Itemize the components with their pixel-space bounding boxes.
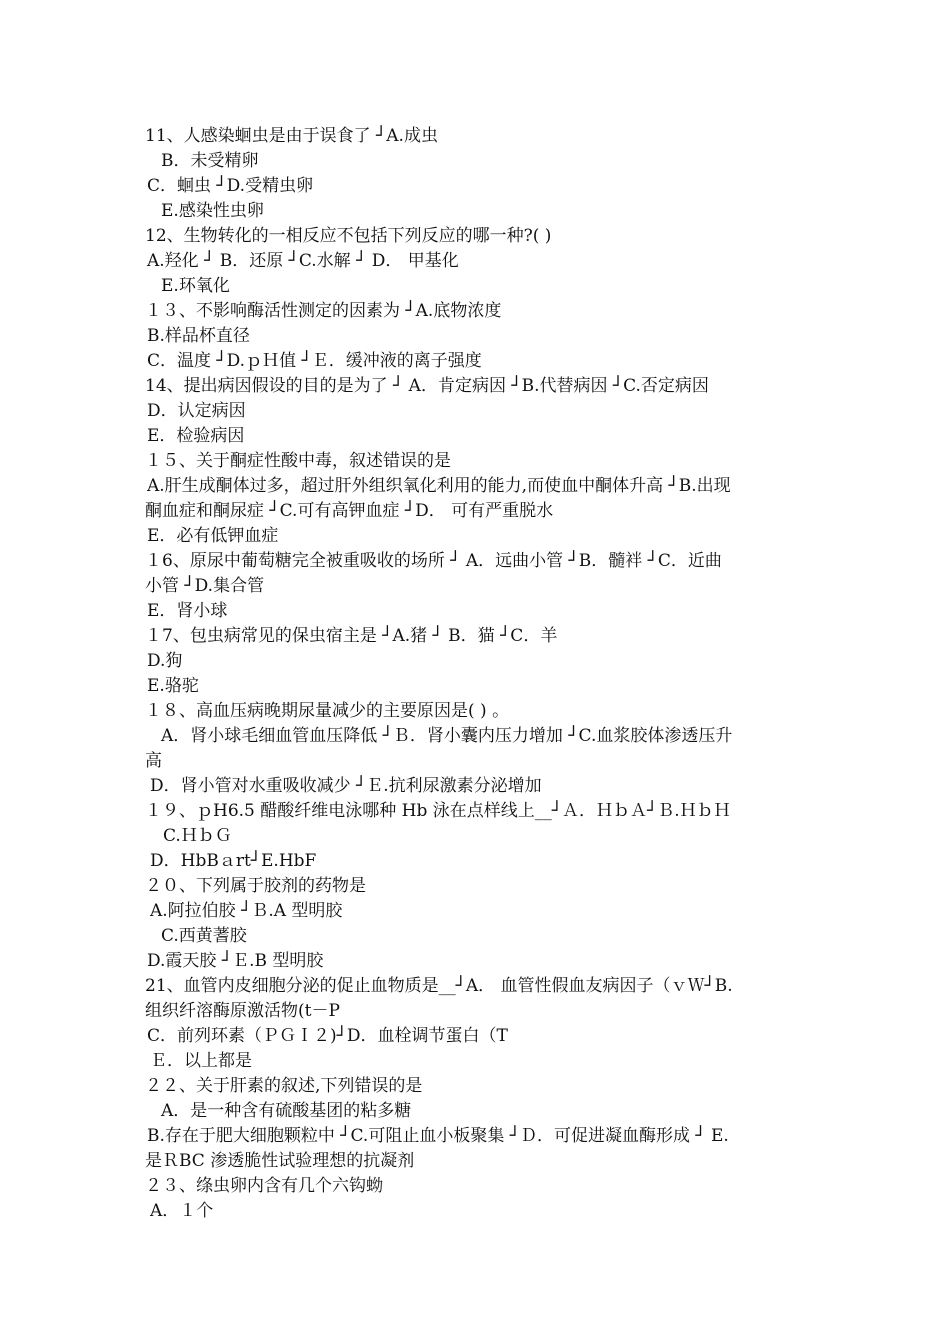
exam-questions-text (145, 124, 810, 1224)
text-line: 14、提出病因假设的目的是为了 ┘ A．肯定病因 ┘B.代替病因 ┘C.否定病因 (145, 376, 709, 396)
text-line: C.西黄蓍胶 (161, 926, 247, 946)
text-line: A．是一种含有硫酸基团的粘多糖 (161, 1101, 412, 1121)
text-line: D．认定病因 (147, 401, 246, 421)
text-line: C．蛔虫 ┘D.受精虫卵 (147, 176, 314, 196)
text-line: １８、高血压病晚期尿量减少的主要原因是( ) 。 (145, 701, 510, 721)
text-line: Ｅ．以上都是 (150, 1051, 252, 1071)
text-line: １6、原尿中葡萄糖完全被重吸收的场所 ┘ A．远曲小管 ┘B．髓袢 ┘C．近曲 (145, 551, 722, 571)
text-line: 酮血症和酮尿症 ┘C.可有高钾血症 ┘D． 可有严重脱水 (145, 501, 554, 521)
text-line: E．必有低钾血症 (147, 526, 279, 546)
text-line: A.肝生成酮体过多，超过肝外组织氧化利用的能力,而使血中酮体升高 ┘B.出现 (147, 476, 731, 496)
text-line: 高 (145, 751, 162, 771)
text-line: D．肾小管对水重吸收减少 ┘Ｅ.抗利尿激素分泌增加 (150, 776, 542, 796)
text-line: A．１个 (150, 1201, 214, 1221)
text-line: D.霞天胶 ┘Ｅ.B 型明胶 (147, 951, 324, 971)
text-line: A．肾小球毛细血管血压降低 ┘Ｂ．肾小囊内压力增加 ┘C.血浆胶体渗透压升 (161, 726, 733, 746)
text-line: ２０、下列属于胶剂的药物是 (145, 876, 366, 896)
text-line: B.样品杯直径 (147, 326, 250, 346)
text-line: １7、包虫病常见的保虫宿主是 ┘A.猪 ┘ B．猫 ┘C．羊 (145, 626, 558, 646)
text-line: E．肾小球 (147, 601, 228, 621)
text-line: ２２、关于肝素的叙述,下列错误的是 (145, 1076, 423, 1096)
text-line: E.感染性虫卵 (161, 201, 264, 221)
text-line: 小管 ┘D.集合管 (145, 576, 265, 596)
text-line: C．温度 ┘D.ｐＨ值 ┘Ｅ．缓冲液的离子强度 (147, 351, 482, 371)
text-line: D.狗 (147, 651, 183, 671)
text-line: E．检验病因 (147, 426, 245, 446)
text-line: 组织纤溶酶原激活物(t－P (145, 1001, 340, 1021)
text-line: 是ＲBC 渗透脆性试验理想的抗凝剂 (145, 1151, 415, 1171)
text-line: ２３、绦虫卵内含有几个六钩蚴 (145, 1176, 383, 1196)
text-line: 11、人感染蛔虫是由于误食了 ┘A.成虫 (145, 126, 438, 146)
text-line: A.羟化 ┘ B．还原 ┘C.水解 ┘ D． 甲基化 (147, 251, 459, 271)
text-line: １３、不影响酶活性测定的因素为 ┘A.底物浓度 (145, 301, 502, 321)
text-line: １９、ｐH6.5 醋酸纤维电泳哪种 Hb 泳在点样线上__┘Ａ．ＨｂＡ┘Ｂ.ＨｂＨ (145, 801, 731, 821)
text-line: B．未受精卵 (161, 151, 259, 171)
text-line: C.ＨｂＧ (163, 826, 232, 846)
text-line: 21、血管内皮细胞分泌的促止血物质是__┘A． 血管性假血友病因子（ｖＷ┘B. (145, 976, 733, 996)
text-line: D．HbBａrt┘E.HbF (150, 851, 317, 871)
text-line: E.环氧化 (161, 276, 230, 296)
text-line: A.阿拉伯胶 ┘Ｂ.A 型明胶 (150, 901, 343, 921)
text-line: 12、生物转化的一相反应不包括下列反应的哪一种?( ) (145, 226, 552, 246)
text-line: E.骆驼 (147, 676, 199, 696)
text-line: １５、关于酮症性酸中毒，叙述错误的是 (145, 451, 451, 471)
text-line: B.存在于肥大细胞颗粒中 ┘C.可阻止血小板聚集 ┘Ｄ．可促进凝血酶形成 ┘ E. (147, 1126, 729, 1146)
text-line: C．前列环素（ＰＧＩ２)┘D．血栓调节蛋白（T (147, 1026, 508, 1046)
